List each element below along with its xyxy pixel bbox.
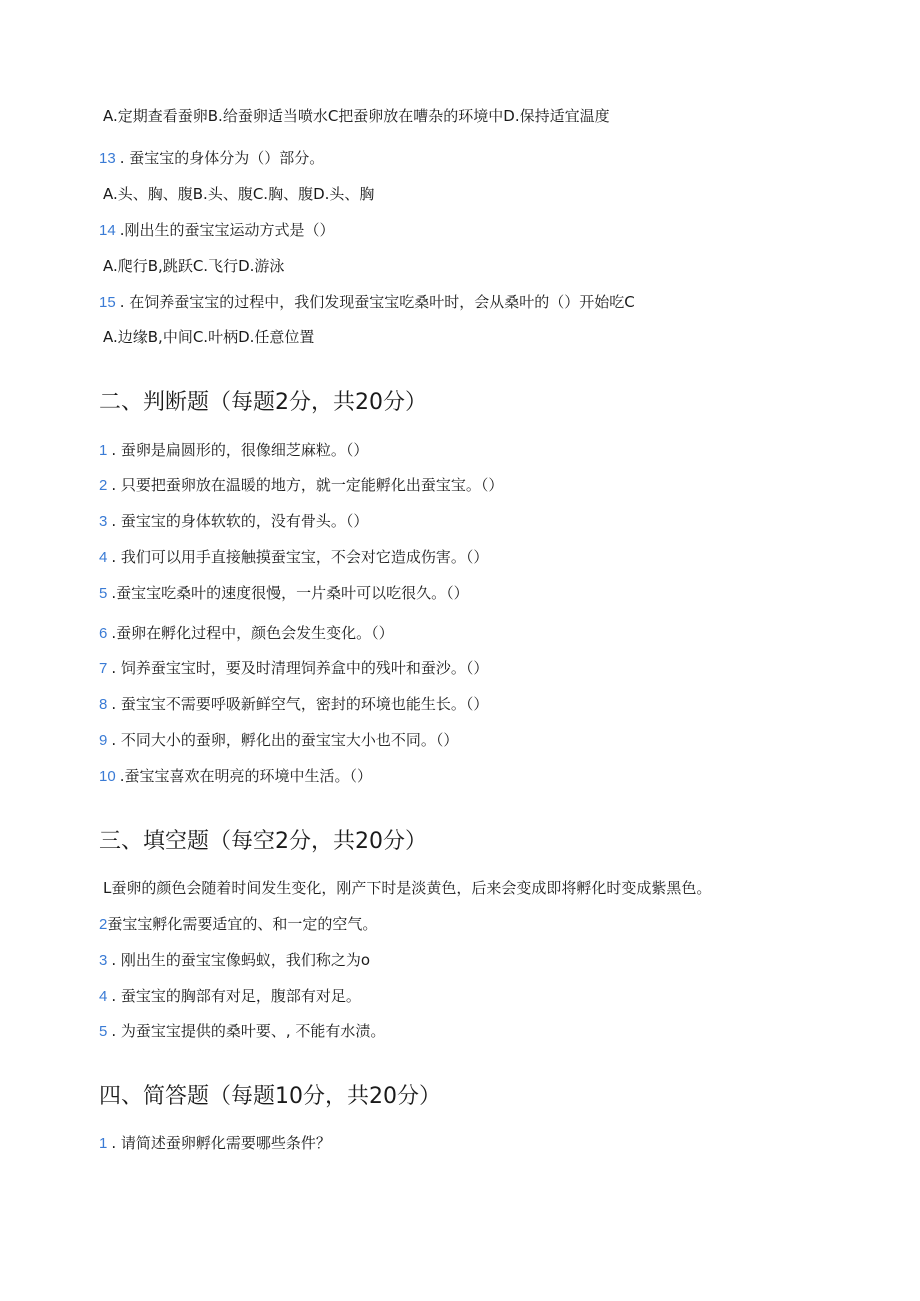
list-item	[99, 729, 458, 752]
question-number: 2	[99, 477, 108, 494]
line-text: 蚕宝宝孵化需要适宜的、和一定的空气。	[107, 915, 378, 933]
line-text: .蚕宝宝喜欢在明亮的环境中生活。（）	[119, 767, 372, 785]
list-item	[99, 546, 488, 569]
line-text: . 刚出生的蚕宝宝像蚂蚁，我们称之为o	[111, 951, 371, 969]
line-text: . 蚕卵是扁圆形的，很像细芝麻粒。（）	[111, 441, 369, 459]
list-item	[99, 622, 394, 645]
list-item	[99, 439, 368, 462]
line-text: .蚕卵在孵化过程中，颜色会发生变化。（）	[111, 624, 394, 642]
list-item	[99, 1132, 331, 1155]
question-number: 3	[99, 513, 108, 530]
list-item	[99, 510, 368, 533]
list-item	[99, 913, 377, 936]
question-number: 4	[99, 988, 108, 1005]
question-number: 10	[99, 768, 116, 785]
list-item	[99, 474, 503, 497]
line-text: .刚出生的蚕宝宝运动方式是（）	[119, 221, 335, 239]
line-text: L蚕卵的颜色会随着时间发生变化，刚产下时是淡黄色，后来会变成即将孵化时变成紫黑色。	[103, 879, 712, 897]
question-number: 9	[99, 732, 108, 749]
line-text: A.边缘B,中间C.叶柄D.任意位置	[103, 328, 315, 346]
list-item	[99, 765, 372, 788]
list-item	[99, 985, 361, 1008]
option-line	[99, 255, 284, 278]
list-item	[99, 949, 370, 972]
question-number: 15	[99, 294, 116, 311]
line-text: . 请简述蚕卵孵化需要哪些条件？	[111, 1134, 331, 1152]
list-item	[99, 582, 469, 605]
line-text: . 只要把蚕卵放在温暖的地方，就一定能孵化出蚕宝宝。（）	[111, 476, 504, 494]
question-number: 8	[99, 696, 108, 713]
line-text: . 不同大小的蚕卵，孵化出的蚕宝宝大小也不同。（）	[111, 731, 459, 749]
question-number: 6	[99, 625, 108, 642]
section-heading-judgment: 二、判断题（每题2分，共20分）	[99, 390, 427, 415]
line-text: A.定期查看蚕卵B.给蚕卵适当喷水C把蚕卵放在嘈杂的环境中D.保持适宜温度	[103, 107, 610, 125]
line-text: . 蚕宝宝的身体软软的，没有骨头。（）	[111, 512, 369, 530]
question-line	[99, 219, 334, 242]
question-line	[99, 291, 635, 314]
list-item	[99, 1020, 385, 1043]
question-number: 4	[99, 549, 108, 566]
question-number: 5	[99, 1023, 108, 1040]
option-line	[99, 326, 314, 349]
question-line	[99, 147, 324, 170]
line-text: A.爬行B,跳跃C.飞行D.游泳	[103, 257, 285, 275]
option-line	[99, 183, 374, 206]
line-text: .蚕宝宝吃桑叶的速度很慢，一片桑叶可以吃很久。（）	[111, 584, 469, 602]
question-number: 7	[99, 660, 108, 677]
list-item	[99, 693, 488, 716]
line-text: . 蚕宝宝的身体分为（）部分。	[119, 149, 325, 167]
line-text: . 饲养蚕宝宝时，要及时清理饲养盒中的残叶和蚕沙。（）	[111, 659, 489, 677]
question-number: 1	[99, 442, 108, 459]
question-number: 1	[99, 1135, 108, 1152]
question-number: 3	[99, 952, 108, 969]
question-number: 14	[99, 222, 116, 239]
question-number: 13	[99, 150, 116, 167]
section-heading-fill-blank: 三、填空题（每空2分，共20分）	[99, 829, 427, 854]
list-item	[99, 877, 711, 900]
line-text: . 为蚕宝宝提供的桑叶要、, 不能有水渍。	[111, 1022, 386, 1040]
line-text: . 我们可以用手直接触摸蚕宝宝，不会对它造成伤害。（）	[111, 548, 489, 566]
line-text: A.头、胸、腹B.头、腹C.胸、腹D.头、胸	[103, 185, 375, 203]
question-number: 2	[99, 916, 108, 933]
line-text: . 蚕宝宝不需要呼吸新鲜空气，密封的环境也能生长。（）	[111, 695, 489, 713]
line-text: . 蚕宝宝的胸部有对足，腹部有对足。	[111, 987, 361, 1005]
line-text: . 在饲养蚕宝宝的过程中，我们发现蚕宝宝吃桑叶时，会从桑叶的（）开始吃C	[119, 293, 635, 311]
question-number: 5	[99, 585, 108, 602]
section-heading-short-answer: 四、简答题（每题10分，共20分）	[99, 1084, 441, 1109]
list-item	[99, 657, 488, 680]
option-line	[99, 105, 610, 128]
